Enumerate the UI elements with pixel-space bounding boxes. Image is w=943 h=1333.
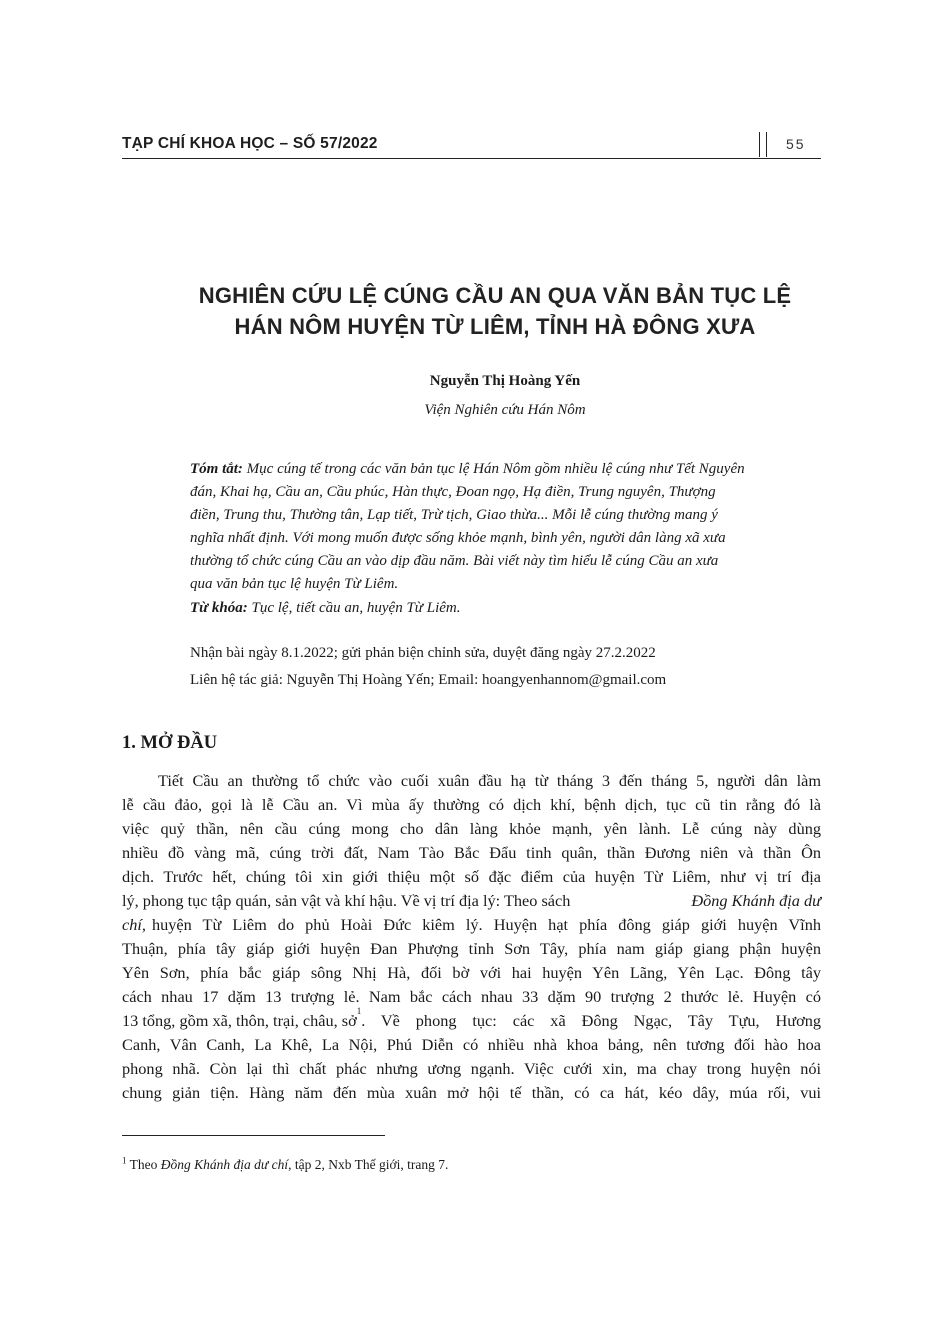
- abstract-line-1: [190, 461, 745, 478]
- body-line-1: Tiết Cầu an thường tổ chức vào cuối xuân đầu hạ từ tháng 3 đến tháng 5, người dân làm: [158, 771, 821, 790]
- body-line-11: [122, 1006, 821, 1031]
- abstract-line-3: điền, Trung thu, Thường tân, Lạp tiết, Trừ tịch, Giao thừa... Mỗi lễ cúng thường mang ý: [190, 507, 718, 523]
- book-title-ref-end: chí,: [122, 915, 146, 934]
- abstract-line-2: đán, Khai hạ, Cầu an, Cầu phúc, Hàn thực, Đoan ngọ, Hạ điền, Trung nguyên, Thượng: [190, 484, 716, 500]
- footnote-mark: 1: [122, 1155, 127, 1166]
- footnote-suffix: , tập 2, Nxb Thế giới, trang 7.: [288, 1157, 449, 1172]
- abstract-line-6: qua văn bản tục lệ huyện Từ Liêm.: [190, 576, 399, 592]
- abstract-label: Tóm tắt:: [190, 461, 243, 477]
- body-line-10: cách nhau 17 dặm 13 trượng lẻ. Nam bắc cách nhau 33 dặm 90 trượng 2 thước lẻ. Huyện có: [122, 987, 821, 1006]
- body-line-8: Thuận, phía tây giáp giới huyện Đan Phượng tỉnh Sơn Tây, phía nam giáp giang phận huyện: [122, 939, 821, 958]
- body-line-9: Yên Sơn, phía bắc giáp sông Nhị Hà, đối bờ với hai huyện Yên Lãng, Yên Lạc. Đông tây: [122, 963, 821, 982]
- header-divider-bars: [759, 132, 767, 157]
- body-line-6-text: lý, phong tục tập quán, sản vật và khí hậu. Về vị trí địa lý: Theo sách: [122, 891, 571, 910]
- body-line-11-text: 13 tổng, gồm xã, thôn, trại, châu, sở: [122, 1011, 357, 1030]
- abstract-line-4: nghĩa nhất định. Với mong muốn được sống khỏe mạnh, bình yên, người dân làng xã xưa: [190, 530, 726, 546]
- book-title-ref: Đồng Khánh địa dư: [691, 891, 821, 910]
- footnote-ref[interactable]: 1: [356, 1006, 362, 1016]
- footnote-book-title: Đồng Khánh địa dư chí: [160, 1157, 289, 1172]
- page-number: 55: [786, 136, 806, 152]
- body-line-7-text: huyện Từ Liêm do phủ Hoài Đức kiêm lý. Huyện hạt phía đông giáp giới huyện Vĩnh: [151, 915, 821, 934]
- body-line-13: phong nhã. Còn lại thì chất phác nhưng ương ngạnh. Việc cưới xin, ma chay trong huyện nói: [122, 1059, 821, 1078]
- keywords-text: Tục lệ, tiết cầu an, huyện Từ Liêm.: [251, 600, 461, 616]
- author-contact: Liên hệ tác giả: Nguyễn Thị Hoàng Yến; Email: hoangyenhannom@gmail.com: [190, 672, 667, 688]
- footnote-1: [122, 1157, 448, 1173]
- keywords: [190, 600, 460, 617]
- journal-title: TẠP CHÍ KHOA HỌC – SỐ 57/2022: [122, 135, 378, 152]
- abstract-text-1: Mục cúng tế trong các văn bản tục lệ Hán Nôm gồm nhiều lệ cúng như Tết Nguyên: [246, 461, 745, 477]
- keywords-label: Từ khóa:: [190, 600, 248, 616]
- body-line-12: Canh, Vân Canh, La Khê, La Nội, Phú Diễn có nhiều nhà khoa bảng, nên tương đối hào hoa: [122, 1035, 821, 1054]
- body-line-2: lễ cầu đảo, gọi là lễ Cầu an. Vì mùa ấy thường có dịch khí, bệnh dịch, tục cũ tin rằng đó là: [122, 795, 821, 814]
- body-line-5: dịch. Trước hết, chúng tôi xin giới thiệu một số đặc điểm của huyện Từ Liêm, như vị trí địa: [122, 867, 821, 886]
- footnote-separator: [122, 1135, 385, 1136]
- body-line-3: việc quỷ thần, nên cầu cúng mong cho dân làng khỏe mạnh, yên lành. Lễ cúng này dùng: [122, 819, 821, 838]
- body-line-6: [122, 891, 821, 911]
- section-heading: 1. MỞ ĐẦU: [122, 733, 218, 753]
- body-line-11-rest: . Về phong tục: các xã Đông Ngạc, Tây Tựu, Hương: [361, 1011, 821, 1030]
- article-title-line-1: NGHIÊN CỨU LỆ CÚNG CẦU AN QUA VĂN BẢN TỤC LỆ: [198, 283, 792, 308]
- author-affiliation: Viện Nghiên cứu Hán Nôm: [424, 402, 586, 418]
- body-line-14: chung giản tiện. Hàng năm đến mùa xuân mở hội tế thần, có ca hát, kéo dây, múa rối, vui: [122, 1083, 821, 1102]
- article-title-line-2: HÁN NÔM HUYỆN TỪ LIÊM, TỈNH HÀ ĐÔNG XƯA: [234, 314, 756, 339]
- footnote-prefix: Theo: [129, 1157, 158, 1172]
- running-header: [122, 134, 821, 159]
- body-line-4: nhiều đồ vàng mã, cúng trời đất, Nam Tào Bắc Đẩu tinh quân, thần Đương niên và thần Ôn: [122, 843, 821, 862]
- received-date: Nhận bài ngày 8.1.2022; gửi phản biện chỉnh sửa, duyệt đăng ngày 27.2.2022: [190, 645, 656, 661]
- abstract-line-5: thường tổ chức cúng Cầu an vào dịp đầu năm. Bài viết này tìm hiểu lễ cúng Cầu an xưa: [190, 553, 719, 569]
- body-line-7: [122, 915, 821, 935]
- author-name: Nguyễn Thị Hoàng Yến: [429, 373, 581, 389]
